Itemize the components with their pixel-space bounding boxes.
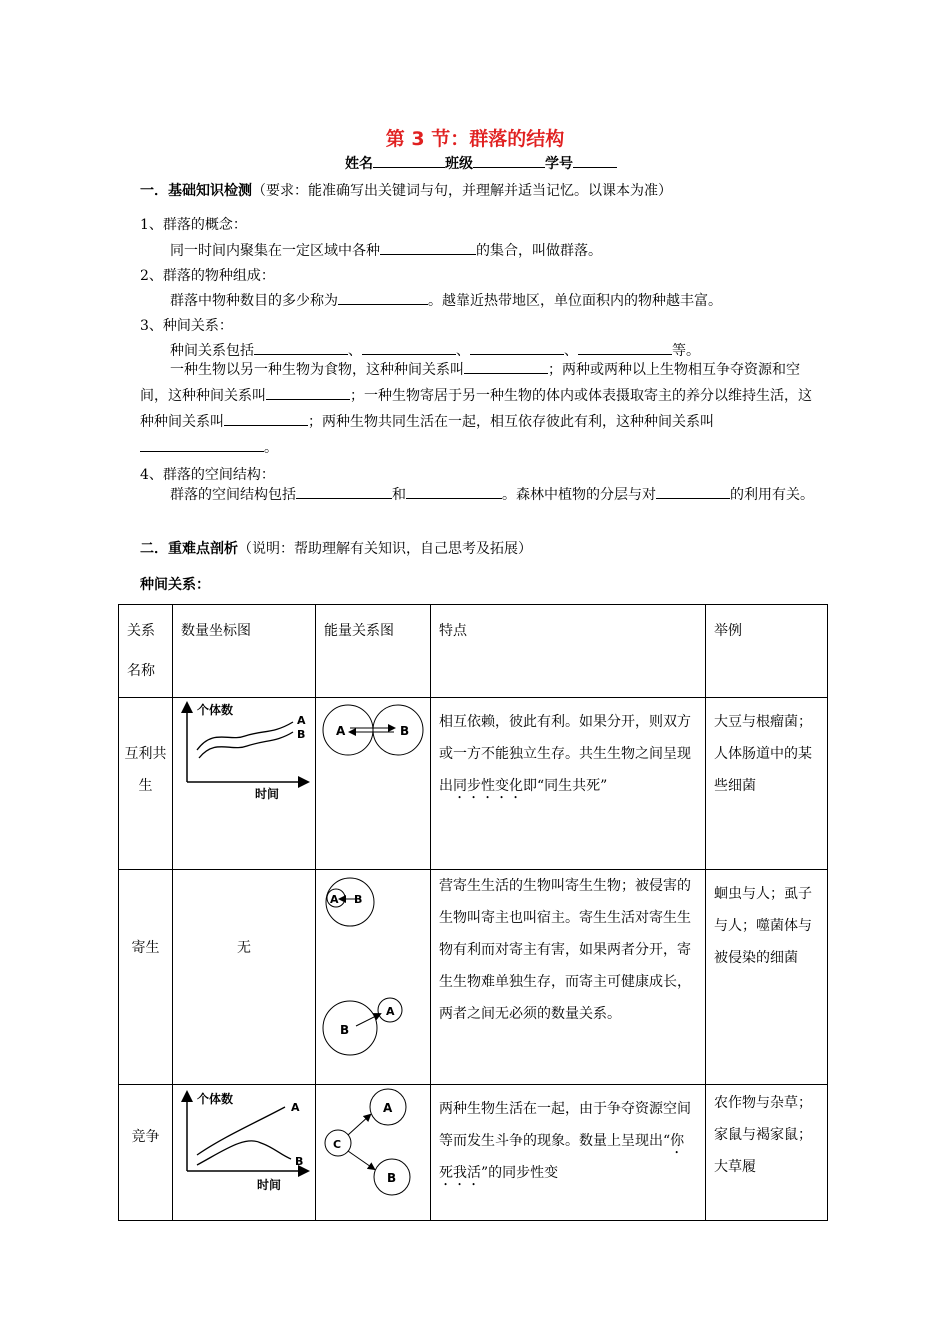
label-c: C bbox=[333, 1138, 342, 1151]
q3-blank-4[interactable] bbox=[578, 341, 672, 355]
q3-blank-1[interactable] bbox=[254, 341, 348, 355]
arrow-c-to-b bbox=[348, 1151, 374, 1169]
id-label: 学号 bbox=[545, 156, 573, 172]
q2-blank[interactable] bbox=[338, 291, 428, 305]
table-row-mutualism bbox=[119, 698, 828, 870]
q2-label: 2、群落的物种组成： bbox=[140, 268, 275, 284]
q4-blank-3[interactable] bbox=[656, 485, 730, 499]
section-2-heading: 二．重难点剖析（说明：帮助理解有关知识，自己思考及拓展） bbox=[140, 541, 532, 557]
circle-b-host-2 bbox=[323, 1001, 377, 1055]
circle-b bbox=[373, 705, 423, 755]
curve-a bbox=[197, 722, 293, 750]
feature-text: 营寄生生活的生物叫寄生生物；被侵害的生物叫寄主也叫宿主。寄生生活对寄生生物有利而对寄主有害，如果两者分开，寄生生物难单独生存，而寄主可健康成长，两者之间无必须的数量关系。 bbox=[439, 878, 691, 1022]
q4-label: 4、群落的空间结构： bbox=[140, 467, 275, 483]
header-name: 关系名称 bbox=[119, 605, 173, 698]
feature-text: 相互依赖，彼此有利。如果分开，则双方或一方不能独立生存。共生生物之间呈现出同步性变化即“同生共死” bbox=[439, 714, 691, 794]
row-name: 互利共生 bbox=[124, 746, 167, 794]
table-header-row bbox=[119, 605, 828, 698]
q3-blank-mutualism[interactable] bbox=[140, 438, 264, 452]
q4-blank-1[interactable] bbox=[296, 485, 392, 499]
x-axis-label: 时间 bbox=[257, 1178, 282, 1192]
graph-cell bbox=[173, 1085, 316, 1221]
header-graph: 数量坐标图 bbox=[173, 605, 316, 698]
q3-blank-3[interactable] bbox=[470, 341, 564, 355]
circle-a bbox=[323, 705, 373, 755]
label-a: A bbox=[336, 724, 346, 738]
emphasis-text: 同步性变化 bbox=[453, 778, 523, 794]
label-a: A bbox=[383, 1101, 393, 1115]
example-text: 大豆与根瘤菌；人体肠道中的某些细菌 bbox=[714, 714, 812, 794]
table-row-parasitism bbox=[119, 870, 828, 1085]
student-info bbox=[345, 153, 617, 173]
graph-cell bbox=[173, 698, 316, 870]
q3-label: 3、种间关系： bbox=[140, 318, 233, 334]
q3-list: 种间关系包括 、 、 、 等。 bbox=[170, 343, 700, 359]
name-label: 姓名 bbox=[345, 156, 373, 172]
q3-blank-2[interactable] bbox=[362, 341, 456, 355]
row-name: 竞争 bbox=[131, 1129, 160, 1145]
class-blank[interactable] bbox=[473, 154, 545, 168]
row-name: 寄生 bbox=[131, 940, 160, 956]
label-b: B bbox=[297, 728, 306, 741]
q2-text: 群落中物种数目的多少称为 。越靠近热带地区，单位面积内的物种越丰富。 bbox=[170, 293, 722, 309]
feature-text: 两种生物生活在一起，由于争夺资源空间等而发生斗争的现象。数量上呈现出“你死我活”的同步性变 bbox=[439, 1101, 691, 1181]
label-b: B bbox=[400, 724, 410, 738]
mutualism-energy-diagram bbox=[316, 698, 428, 778]
parasitism-energy-diagram bbox=[316, 870, 428, 1080]
label-a: A bbox=[291, 1101, 300, 1114]
q3-blank-competition[interactable] bbox=[266, 386, 350, 400]
label-b: B bbox=[354, 893, 363, 906]
y-axis-label: 个体数 bbox=[197, 1092, 234, 1106]
example-text: 蛔虫与人；虱子与人；噬菌体与被侵染的细菌 bbox=[714, 886, 812, 966]
page-title: 第 3 节：群落的结构 bbox=[385, 128, 565, 150]
q4-paragraph: 群落的空间结构包括 和 。森林中植物的分层与对 的利用有关。 bbox=[170, 487, 814, 503]
emphasis-text: “你死我活” bbox=[439, 1133, 685, 1181]
mutualism-graph bbox=[173, 698, 315, 818]
x-axis-label: 时间 bbox=[255, 787, 280, 801]
q1-text: 同一时间内聚集在一定区域中各种 的集合，叫做群落。 bbox=[170, 243, 602, 259]
label-a: A bbox=[297, 714, 306, 727]
header-energy: 能量关系图 bbox=[316, 605, 431, 698]
energy-cell bbox=[316, 698, 431, 870]
header-feature: 特点 bbox=[431, 605, 706, 698]
q4-blank-2[interactable] bbox=[406, 485, 502, 499]
label-b: B bbox=[340, 1023, 350, 1037]
label-a: A bbox=[330, 893, 339, 906]
class-label: 班级 bbox=[445, 156, 473, 172]
example-text: 农作物与杂草；家鼠与褐家鼠；大草履 bbox=[714, 1095, 812, 1175]
q1-label: 1、群落的概念： bbox=[140, 217, 247, 233]
label-b: B bbox=[387, 1171, 397, 1185]
competition-graph bbox=[173, 1085, 315, 1207]
name-blank[interactable] bbox=[373, 154, 445, 168]
y-axis-label: 个体数 bbox=[197, 703, 234, 717]
table-row-competition bbox=[119, 1085, 828, 1221]
label-b: B bbox=[295, 1155, 304, 1168]
header-example: 举例 bbox=[706, 605, 828, 698]
energy-cell bbox=[316, 870, 431, 1085]
competition-energy-diagram bbox=[316, 1085, 428, 1203]
graph-none: 无 bbox=[237, 940, 251, 956]
section-1-heading: 一．基础知识检测（要求：能准确写出关键词与句，并理解并适当记忆。以课本为准） bbox=[140, 183, 672, 199]
relation-table bbox=[118, 604, 828, 1221]
q1-blank[interactable] bbox=[380, 241, 476, 255]
arrow-c-to-a bbox=[348, 1115, 370, 1135]
q3-blank-parasitism[interactable] bbox=[224, 412, 308, 426]
curve-b bbox=[197, 1141, 291, 1165]
q3-blank-predation[interactable] bbox=[464, 360, 548, 374]
label-a: A bbox=[386, 1005, 395, 1018]
energy-cell bbox=[316, 1085, 431, 1221]
subheading: 种间关系： bbox=[140, 577, 210, 593]
id-blank[interactable] bbox=[573, 154, 617, 168]
q3-paragraph: 一种生物以另一种生物为食物，这种种间关系叫 ；两种或两种以上生物相互争夺资源和空间，这种种间关系叫 ；一种生物寄居于另一种生物的体内或体表摄取寄主的养分以维持生活，这种种间关系叫 ；两种生物共同生活在一起，相互依存彼此有利，这种种间关系叫。 bbox=[140, 362, 812, 456]
